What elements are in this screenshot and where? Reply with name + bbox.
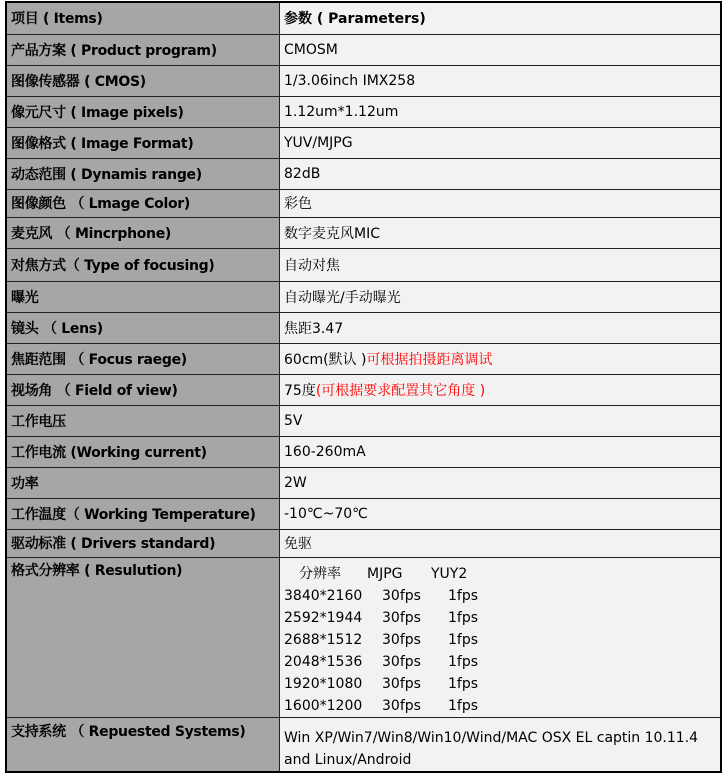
spec-value	[280, 248, 722, 281]
resolution-row	[6, 557, 721, 717]
systems-line-1: Win XP/Win7/Win8/Win10/Wind/MAC OSX EL captin 10.11.4	[284, 730, 699, 746]
resolution-yuy2-fps: 1fps	[448, 675, 479, 692]
spec-row	[6, 65, 721, 96]
spec-value	[280, 127, 722, 158]
resolution-size: 2688*1512	[284, 631, 363, 648]
spec-value	[280, 189, 722, 217]
resolution-mjpg-fps: 30fps	[382, 631, 421, 648]
spec-row	[6, 158, 721, 189]
resolution-mjpg-fps: 30fps	[382, 675, 421, 692]
spec-value-text: 2W	[284, 474, 307, 491]
resolution-size: 3840*2160	[284, 587, 363, 604]
spec-value	[280, 405, 722, 436]
spec-key: 图像传感器 ( CMOS)	[6, 65, 280, 96]
resolution-column-header: YUY2	[431, 565, 468, 582]
spec-row	[6, 34, 721, 65]
spec-value	[280, 467, 722, 498]
spec-key: 曝光	[6, 281, 280, 312]
spec-value	[280, 312, 722, 343]
spec-value	[280, 343, 722, 374]
spec-row	[6, 343, 721, 374]
header-row	[6, 2, 721, 34]
spec-value-text: 1/3.06inch IMX258	[284, 72, 416, 89]
systems-value	[280, 717, 722, 772]
spec-row	[6, 312, 721, 343]
resolution-line	[284, 651, 720, 673]
resolution-yuy2-fps: 1fps	[448, 697, 479, 714]
systems-line-2: and Linux/Android	[284, 752, 412, 768]
spec-row	[6, 436, 721, 467]
spec-key: 视场角 （ Field of view)	[6, 374, 280, 405]
spec-row	[6, 529, 721, 557]
spec-value-text: 82dB	[284, 165, 321, 182]
spec-row	[6, 248, 721, 281]
spec-value-text: YUV/MJPG	[284, 134, 353, 151]
spec-key: 像元尺寸 ( Image pixels)	[6, 96, 280, 127]
resolution-line	[284, 585, 720, 607]
spec-row	[6, 281, 721, 312]
spec-value	[280, 436, 722, 467]
spec-value-note: (可根据要求配置其它角度 )	[315, 382, 486, 399]
spec-value	[280, 281, 722, 312]
spec-row	[6, 217, 721, 248]
systems-row	[6, 717, 721, 772]
spec-key: 图像格式 ( Image Format)	[6, 127, 280, 158]
resolution-line	[284, 695, 720, 717]
spec-value	[280, 529, 722, 557]
spec-value-text: 焦距3.47	[284, 320, 344, 337]
spec-value-text: 160-260mA	[284, 443, 366, 460]
header-parameters: 参数 ( Parameters)	[280, 2, 722, 34]
resolution-column-header: MJPG	[367, 565, 403, 582]
spec-row	[6, 189, 721, 217]
spec-key: 图像颜色 （ Lmage Color)	[6, 189, 280, 217]
spec-value-text: 免驱	[284, 536, 312, 552]
spec-key: 驱动标准 ( Drivers standard)	[6, 529, 280, 557]
spec-value	[280, 498, 722, 529]
spec-key: 工作温度（ Working Temperature)	[6, 498, 280, 529]
resolution-yuy2-fps: 1fps	[448, 587, 479, 604]
resolution-size: 2592*1944	[284, 609, 363, 626]
spec-row	[6, 467, 721, 498]
spec-key: 对焦方式（ Type of focusing)	[6, 248, 280, 281]
resolution-mjpg-fps: 30fps	[382, 587, 421, 604]
spec-value-text: 5V	[284, 412, 303, 429]
spec-value-text: CMOSM	[284, 41, 338, 58]
spec-value-text: 60cm(默认 )	[284, 351, 367, 368]
resolution-size: 1600*1200	[284, 697, 363, 714]
spec-value-text: 1.12um*1.12um	[284, 103, 399, 120]
spec-key: 功率	[6, 467, 280, 498]
spec-row	[6, 127, 721, 158]
resolution-size: 2048*1536	[284, 653, 363, 670]
spec-key: 镜头 （ Lens)	[6, 312, 280, 343]
spec-value-text: 自动曝光/手动曝光	[284, 289, 401, 306]
resolution-mjpg-fps: 30fps	[382, 609, 421, 626]
spec-value-text: -10℃~70℃	[284, 505, 368, 522]
systems-key: 支持系统 （ Repuested Systems)	[6, 717, 280, 772]
spec-row	[6, 498, 721, 529]
spec-row	[6, 405, 721, 436]
spec-value-text: 彩色	[284, 196, 312, 212]
resolution-line	[284, 607, 720, 629]
resolution-line	[284, 629, 720, 651]
spec-value	[280, 34, 722, 65]
spec-value	[280, 65, 722, 96]
spec-value-text: 数字麦克风MIC	[284, 225, 380, 242]
resolution-line	[284, 673, 720, 695]
spec-key: 麦克风 （ Mincrphone)	[6, 217, 280, 248]
spec-value	[280, 96, 722, 127]
spec-value	[280, 374, 722, 405]
spec-key: 焦距范围 （ Focus raege)	[6, 343, 280, 374]
spec-value-note: 可根据拍摄距离调试	[366, 351, 493, 368]
header-items: 项目 ( Items)	[6, 2, 280, 34]
resolution-column-header: 分辨率	[299, 565, 341, 582]
resolution-table	[280, 557, 722, 717]
spec-key: 工作电压	[6, 405, 280, 436]
resolution-header	[284, 563, 720, 585]
spec-table	[5, 1, 722, 773]
resolution-key: 格式分辨率 ( Resulution)	[6, 557, 280, 717]
spec-key: 产品方案 ( Product program)	[6, 34, 280, 65]
spec-value-text: 75度	[284, 382, 316, 399]
resolution-size: 1920*1080	[284, 675, 363, 692]
resolution-yuy2-fps: 1fps	[448, 653, 479, 670]
spec-key: 动态范围 ( Dynamis range)	[6, 158, 280, 189]
spec-value	[280, 158, 722, 189]
resolution-mjpg-fps: 30fps	[382, 653, 421, 670]
spec-value	[280, 217, 722, 248]
resolution-mjpg-fps: 30fps	[382, 697, 421, 714]
resolution-yuy2-fps: 1fps	[448, 609, 479, 626]
spec-row	[6, 374, 721, 405]
spec-value-text: 自动对焦	[284, 257, 340, 274]
resolution-yuy2-fps: 1fps	[448, 631, 479, 648]
spec-row	[6, 96, 721, 127]
spec-key: 工作电流 (Working current)	[6, 436, 280, 467]
